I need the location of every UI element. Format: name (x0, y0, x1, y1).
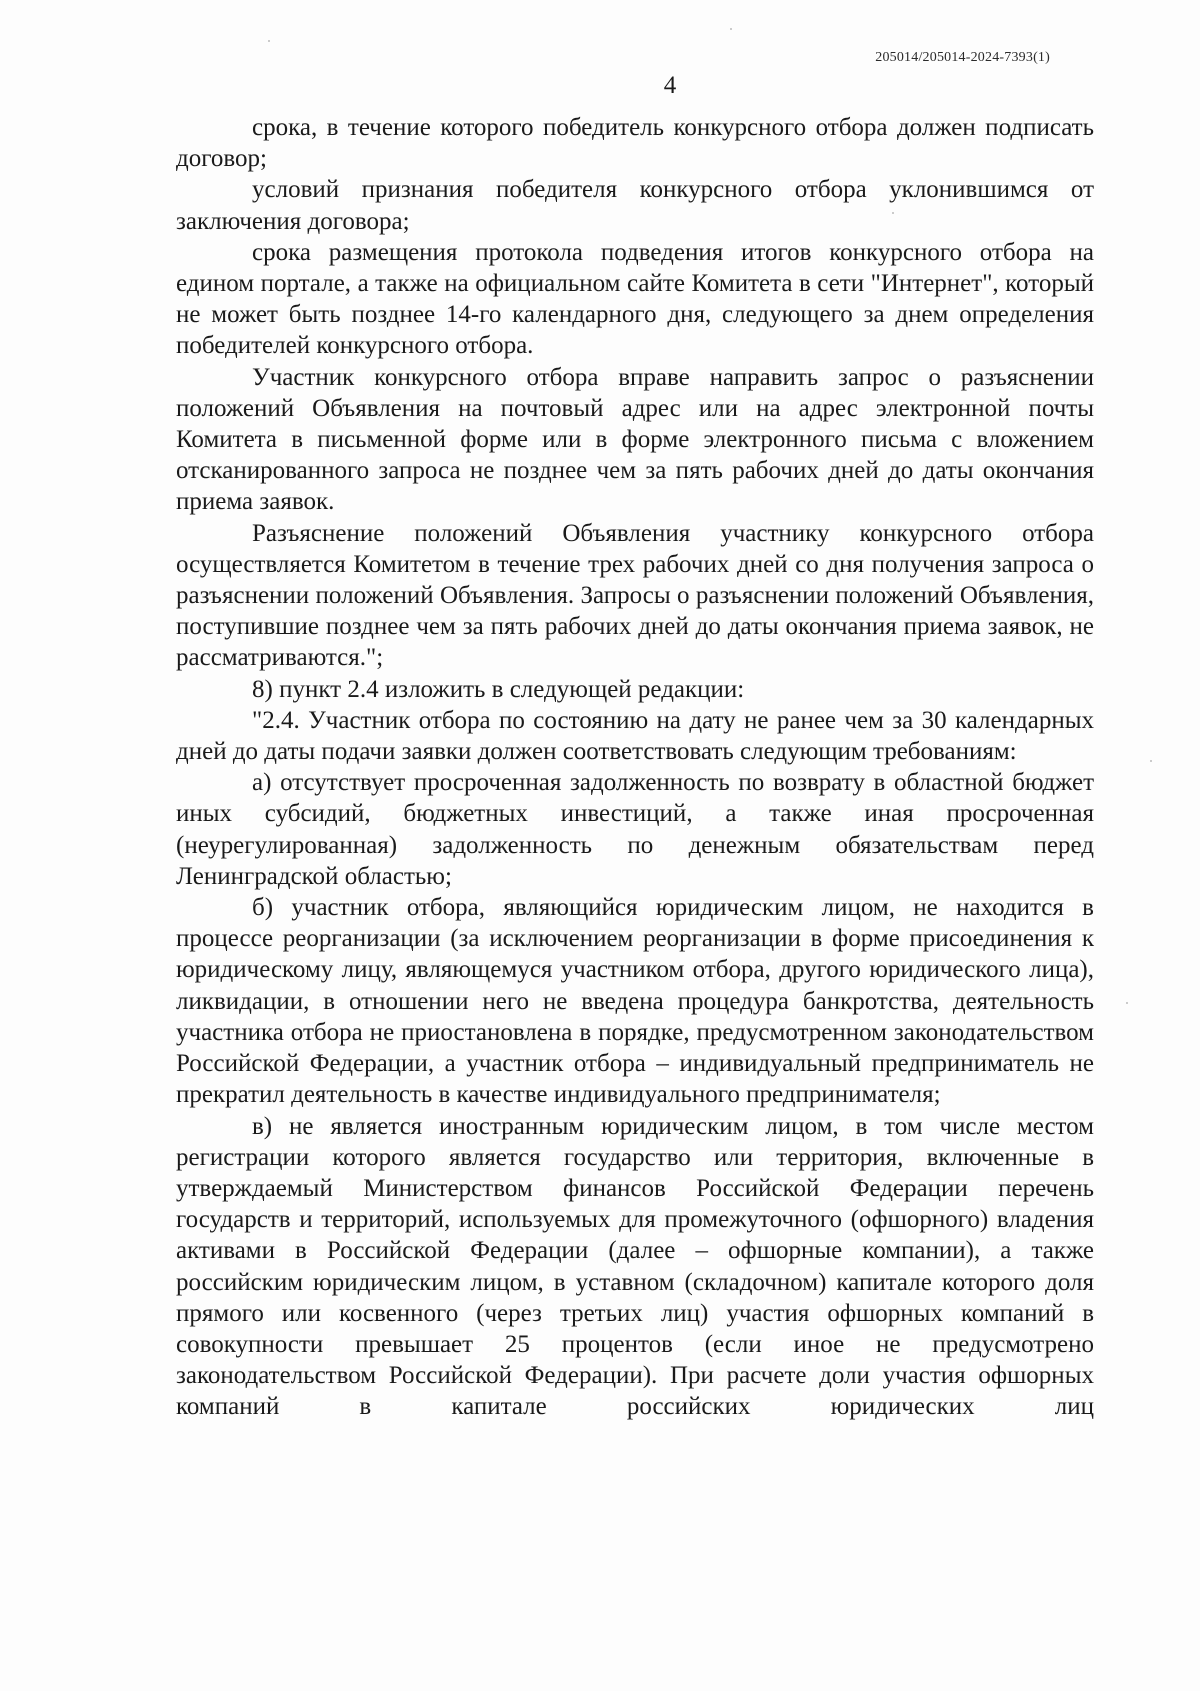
paragraph-clarification-request: Участник конкурсного отбора вправе направить запрос о разъяснении положений Объявления на почтовый адрес или на адрес электронной почты Комитета в письменной форме или в форме электронного письма с вложением отсканированного запроса не позднее чем за пять рабочих дней до даты окончания приема заявок. (176, 363, 1094, 516)
paragraph-requirement-v: в) не является иностранным юридическим лицом, в том числе местом регистрации которого является государство или территория, включенные в утверждаемый Министерством финансов Российской Федерации перечень государств и территорий, используемых для промежуточного (офшорного) владения активами в Российской Федерации (далее – офшорные компании), а также российским юридическим лицом, в уставном (складочном) капитале которого доля прямого или косвенного (через третьих лиц) участия офшорных компаний в совокупности превышает 25 процентов (если иное не предусмотрено законодательством Российской Федерации). При расчете доли участия офшорных компаний в капитале российских юридических лиц (176, 1112, 1094, 1421)
document-body (176, 112, 1094, 1423)
paragraph-item-8: 8) пункт 2.4 изложить в следующей редакции: (252, 675, 745, 703)
paragraph-protocol-deadline: срока размещения протокола подведения итогов конкурсного отбора на едином портале, а также на официальном сайте Комитета в сети "Интернет", который не может быть позднее 14-го календарного дня, следующего за днем определения победителей конкурсного отбора. (176, 238, 1094, 360)
scan-speck (892, 212, 894, 214)
paragraph-clarification-response: Разъяснение положений Объявления участнику конкурсного отбора осуществляется Комитетом в течение трех рабочих дней со дня получения запроса о разъяснении положений Объявления. Запросы о разъяснении положений Объявления, поступившие позднее чем за пять рабочих дней до даты окончания приема заявок, не рассматриваются."; (176, 519, 1094, 672)
paragraph-clause-2-4: "2.4. Участник отбора по состоянию на дату не ранее чем за 30 календарных дней до даты подачи заявки должен соответствовать следующим требованиям: (176, 706, 1094, 766)
paragraph-evasion-conditions: условий признания победителя конкурсного отбора уклонившимся от заключения договора; (176, 176, 1094, 235)
document-id: 205014/205014-2024-7393(1) (875, 50, 1050, 65)
paragraph-requirement-a: а) отсутствует просроченная задолженность по возврату в областной бюджет иных субсидий, бюджетных инвестиций, а также иная просроченная (неурегулированная) задолженность по денежным обязательствам перед Ленинградской областью; (176, 769, 1094, 890)
paragraph-requirement-b: б) участник отбора, являющийся юридическим лицом, не находится в процессе реорганизации (за исключением реорганизации в форме присоединения к юридическому лицу, являющемуся участником отбора, другого юридического лица), ликвидации, в отношении него не введена процедура банкротства, деятельность участника отбора не приостановлена в порядке, предусмотренном законодательством Российской Федерации, а участник отбора – индивидуальный предприниматель не прекратил деятельность в качестве индивидуального предпринимателя; (176, 894, 1094, 1109)
scan-speck (1126, 1002, 1128, 1004)
scan-speck (730, 28, 732, 30)
scan-speck (1150, 760, 1152, 762)
scan-speck (268, 40, 270, 42)
paragraph-contract-deadline: срока, в течение которого победитель конкурсного отбора должен подписать договор; (176, 114, 1094, 173)
page-number: 4 (663, 72, 677, 99)
